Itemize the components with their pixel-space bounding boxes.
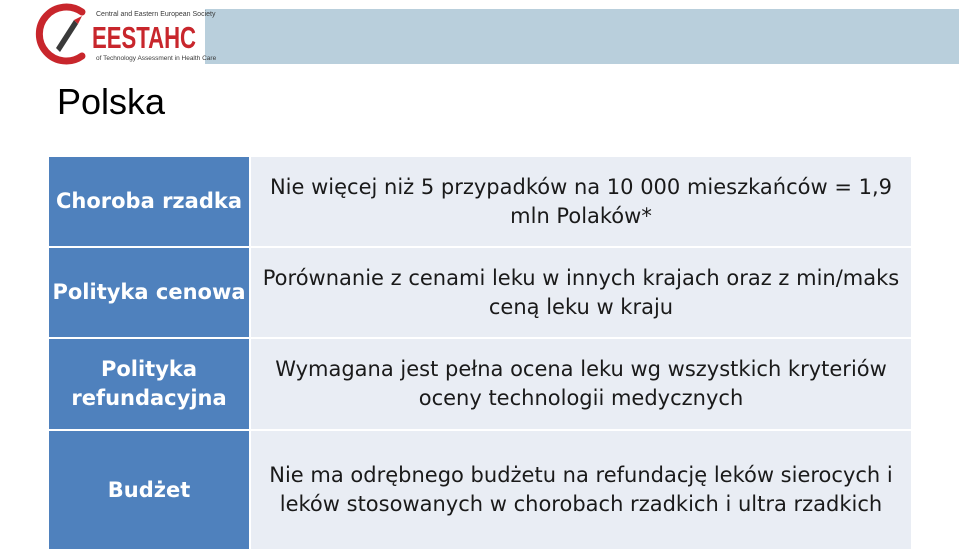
table-row xyxy=(49,157,911,248)
page-title: Polska xyxy=(57,81,166,122)
row-label: Polityka cenowa xyxy=(49,248,251,337)
row-text: Nie więcej niż 5 przypadków na 10 000 mieszkańców = 1,9 mln Polaków* xyxy=(251,157,911,246)
table-row xyxy=(49,431,911,549)
row-text: Wymagana jest pełna ocena leku wg wszystkich kryteriów oceny technologii medycznych xyxy=(251,339,911,429)
header-band xyxy=(205,9,959,64)
row-text: Nie ma odrębnego budżetu na refundację leków sierocych i leków stosowanych w chorobach rzadkich i ultra rzadkich xyxy=(251,431,911,549)
logo-line1: Central and Eastern European Society xyxy=(96,11,216,18)
info-table xyxy=(49,157,911,549)
table-row xyxy=(49,248,911,339)
ceestahc-logo xyxy=(34,2,217,66)
logo-line2: of Technology Assessment in Health Care xyxy=(96,55,217,62)
table-row xyxy=(49,339,911,431)
row-label: Polityka refundacyjna xyxy=(49,339,251,429)
row-label: Budżet xyxy=(49,431,251,549)
row-label: Choroba rzadka xyxy=(49,157,251,246)
row-text: Porównanie z cenami leku w innych krajach oraz z min/maks ceną leku w kraju xyxy=(251,248,911,337)
logo-name: EESTAHC xyxy=(92,20,196,55)
